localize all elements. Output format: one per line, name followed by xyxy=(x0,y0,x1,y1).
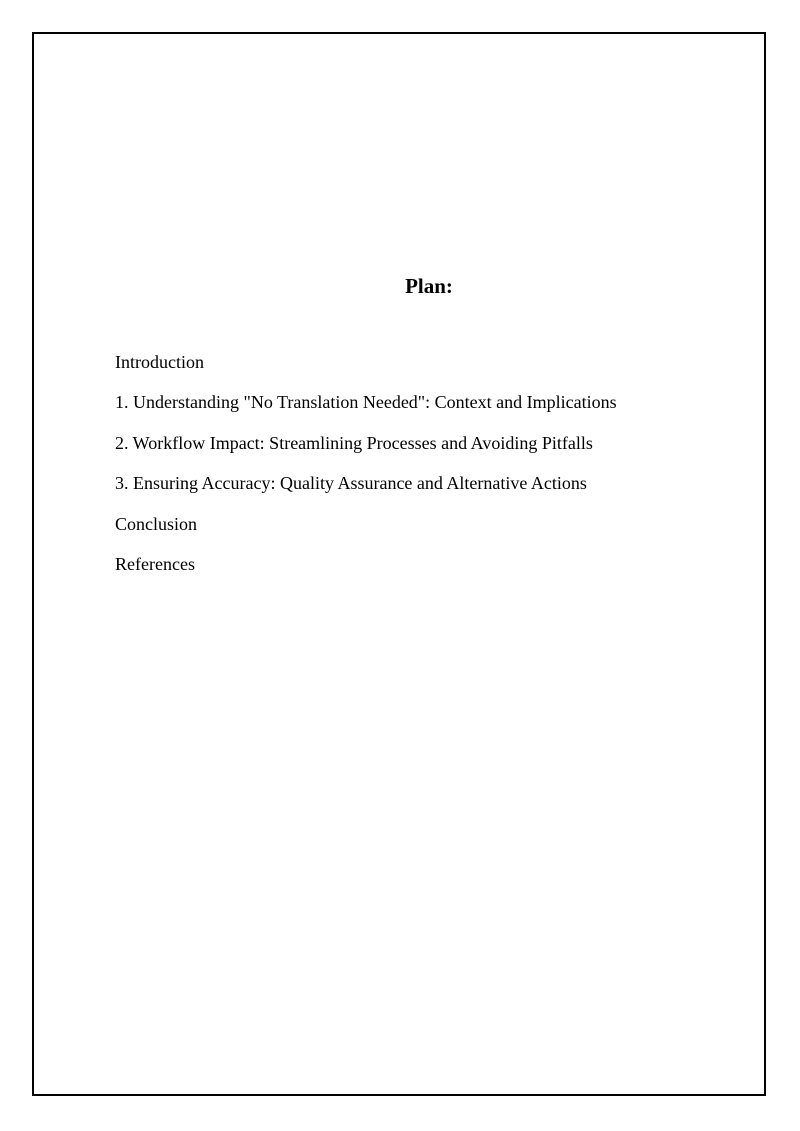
table-of-contents xyxy=(115,350,617,592)
toc-item-section-3: 3. Ensuring Accuracy: Quality Assurance and Alternative Actions xyxy=(115,473,587,494)
toc-item-section-1: 1. Understanding "No Translation Needed": Context and Implications xyxy=(115,392,617,413)
toc-item-conclusion: Conclusion xyxy=(115,513,198,534)
toc-item-references: References xyxy=(115,553,195,574)
page-title: Plan: xyxy=(405,274,453,298)
toc-item-section-2: 2. Workflow Impact: Streamlining Processes and Avoiding Pitfalls xyxy=(115,432,593,453)
toc-item-introduction: Introduction xyxy=(115,352,204,372)
